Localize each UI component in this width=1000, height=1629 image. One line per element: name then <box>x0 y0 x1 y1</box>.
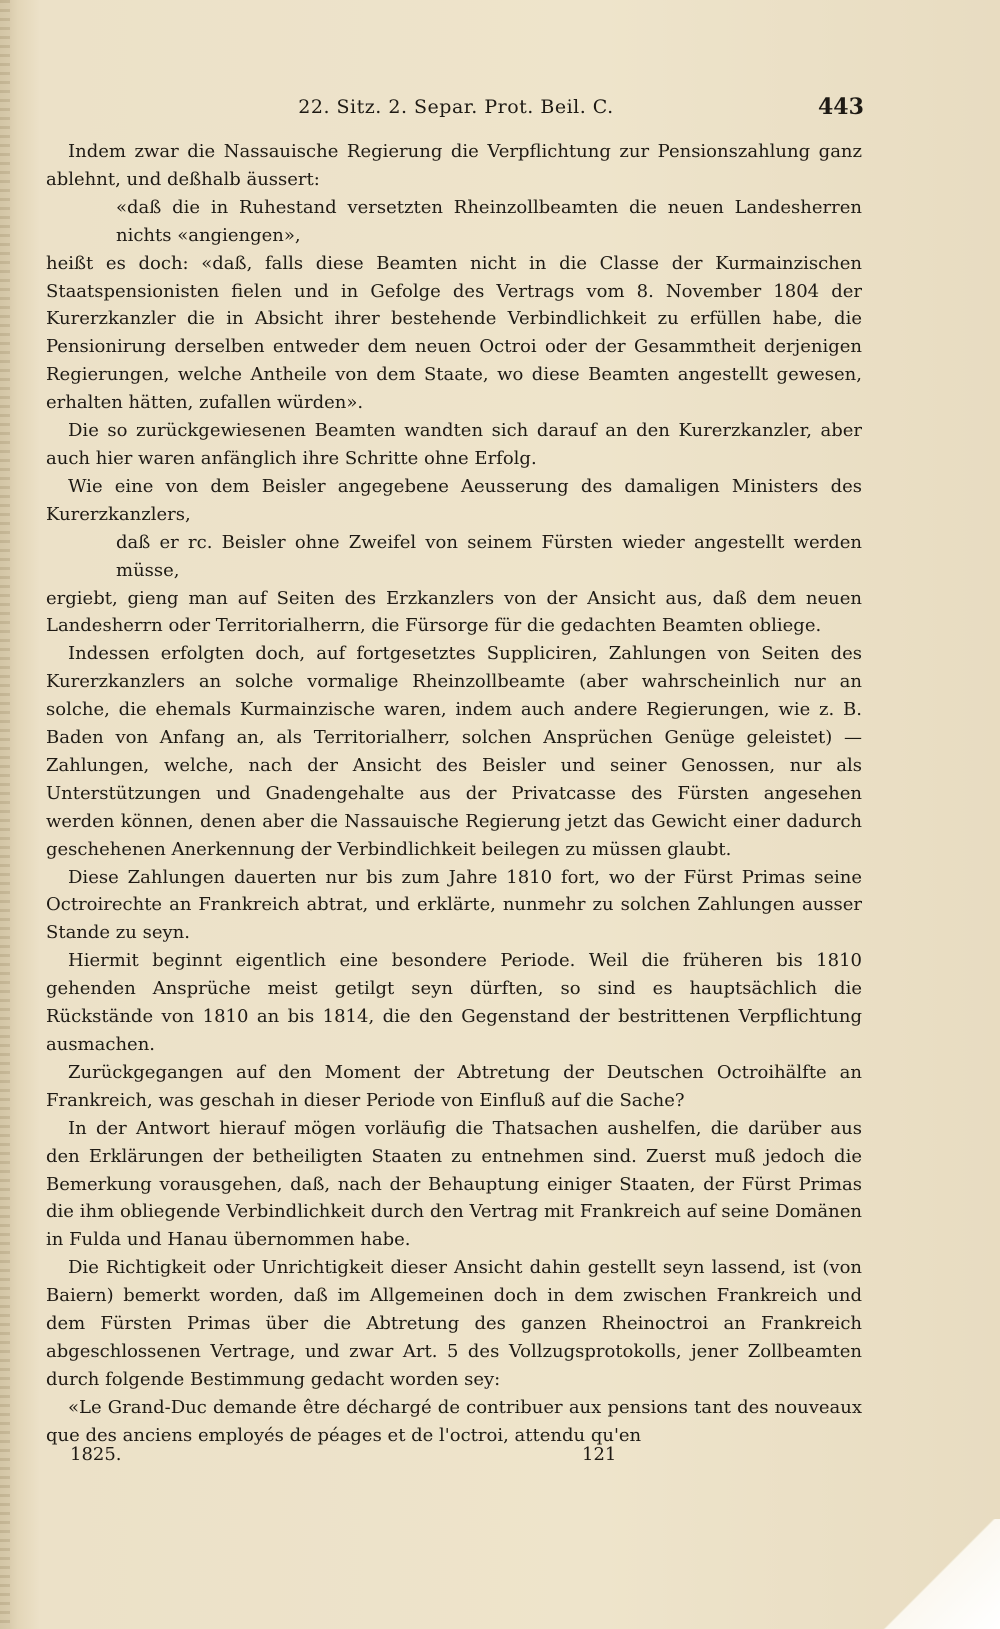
paragraph: Indessen erfolgten doch, auf fortgesetztes Suppliciren, Zahlungen von Seiten des Kurerzkanzlers an solche vormalige Rheinzollbeamte (aber wahrscheinlich nur an solche, die ehemals Kurmainzische waren, indem auch andere Regierungen, wie z. B. Baden von Anfang an, als Territorialherr, solchen Ansprüchen Genüge geleistet) — Zahlungen, welche, nach der Ansicht des Beisler und seiner Genossen, nur als Unterstützungen und Gnadengehalte aus der Privatcasse des Fürsten angesehen werden können, denen aber die Nassauische Regierung jetzt das Gewicht einer dadurch geschehenen Anerkennung der Verbindlichkeit beilegen zu müssen glaubt. <box>46 643 862 860</box>
paragraph: Zurückgegangen auf den Moment der Abtretung der Deutschen Octroihälfte an Frankreich, was geschah in dieser Periode von Einfluß auf die Sache? <box>46 1061 862 1111</box>
paragraph: Diese Zahlungen dauerten nur bis zum Jahre 1810 fort, wo der Fürst Primas seine Octroirechte an Frankreich abtrat, und erklärte, nunmehr zu solchen Zahlungen ausser Stande zu seyn. <box>46 866 862 944</box>
running-header: 22. Sitz. 2. Separ. Prot. Beil. C. <box>298 96 614 118</box>
paragraph: «Le Grand-Duc demande être déchargé de contribuer aux pensions tant des nouveaux que des anciens employés de péages et de l'octroi, attendu qu'en <box>46 1396 862 1446</box>
page-footer <box>70 1444 830 1472</box>
body-text <box>46 138 862 1450</box>
paragraph: ergiebt, gieng man auf Seiten des Erzkanzlers von der Ansicht aus, daß dem neuen Landesherrn oder Territorialherrn, die Fürsorge für die gedachten Beamten obliege. <box>46 587 862 637</box>
page-number: 443 <box>818 94 864 120</box>
page-corner-fold <box>850 1519 1000 1629</box>
book-binding-edge <box>0 0 10 1629</box>
paragraph: Die so zurückgewiesenen Beamten wandten sich darauf an den Kurerzkanzler, aber auch hier waren anfänglich ihre Schritte ohne Erfolg. <box>46 420 862 469</box>
paragraph: Indem zwar die Nassauische Regierung die Verpflichtung zur Pensionszahlung ganz ablehnt, und deßhalb äussert: <box>46 141 862 190</box>
paragraph: heißt es doch: «daß, falls diese Beamten nicht in die Classe der Kurmainzischen Staatspensionisten fielen und in Gefolge des Vertrags vom 8. November 1804 der Kurerzkanzler die in Absicht ihrer bestehende Verbindlichkeit zu erfüllen habe, die Pensionirung derselben entweder dem neuen Octroi oder der Gesammtheit derjenigen Regierungen, welche Antheile von dem Staate, wo diese Beamten angestellt gewesen, erhalten hätten, zufallen würden». <box>46 252 862 414</box>
paragraph: Die Richtigkeit oder Unrichtigkeit dieser Ansicht dahin gestellt seyn lassend, ist (von Baiern) bemerkt worden, daß im Allgemeinen doch in dem zwischen Frankreich und dem Fürsten Primas über die Abtretung des ganzen Rheinoctroi an Frankreich abgeschlossenen Vertrage, und zwar Art. 5 des Vollzugsprotokolls, jener Zollbeamten durch folgende Bestimmung gedacht worden sey: <box>46 1257 862 1390</box>
quotation: «daß die in Ruhestand versetzten Rheinzollbeamten die neuen Landesherren nichts «angiengen», <box>116 196 862 246</box>
footer-year: 1825. <box>70 1444 122 1465</box>
footer-signature-mark: 121 <box>582 1444 617 1465</box>
paragraph: Hiermit beginnt eigentlich eine besondere Periode. Weil die früheren bis 1810 gehenden Ansprüche meist getilgt seyn dürften, so sind es hauptsächlich die Rückstände von 1810 an bis 1814, die den Gegenstand der bestrittenen Verpflichtung ausmachen. <box>46 950 862 1055</box>
quotation: daß er rc. Beisler ohne Zweifel von seinem Fürsten wieder angestellt werden müsse, <box>116 531 862 581</box>
paragraph: Wie eine von dem Beisler angegebene Aeusserung des damaligen Ministers des Kurerzkanzlers, <box>46 475 862 525</box>
paragraph: In der Antwort hierauf mögen vorläufig die Thatsachen aushelfen, die darüber aus den Erklärungen der betheiligten Staaten zu entnehmen sind. Zuerst muß jedoch die Bemerkung vorausgehen, daß, nach der Behauptung einiger Staaten, der Fürst Primas die ihm obliegende Verbindlichkeit durch den Vertrag mit Frankreich auf seine Domänen in Fulda und Hanau übernommen habe. <box>46 1117 862 1251</box>
